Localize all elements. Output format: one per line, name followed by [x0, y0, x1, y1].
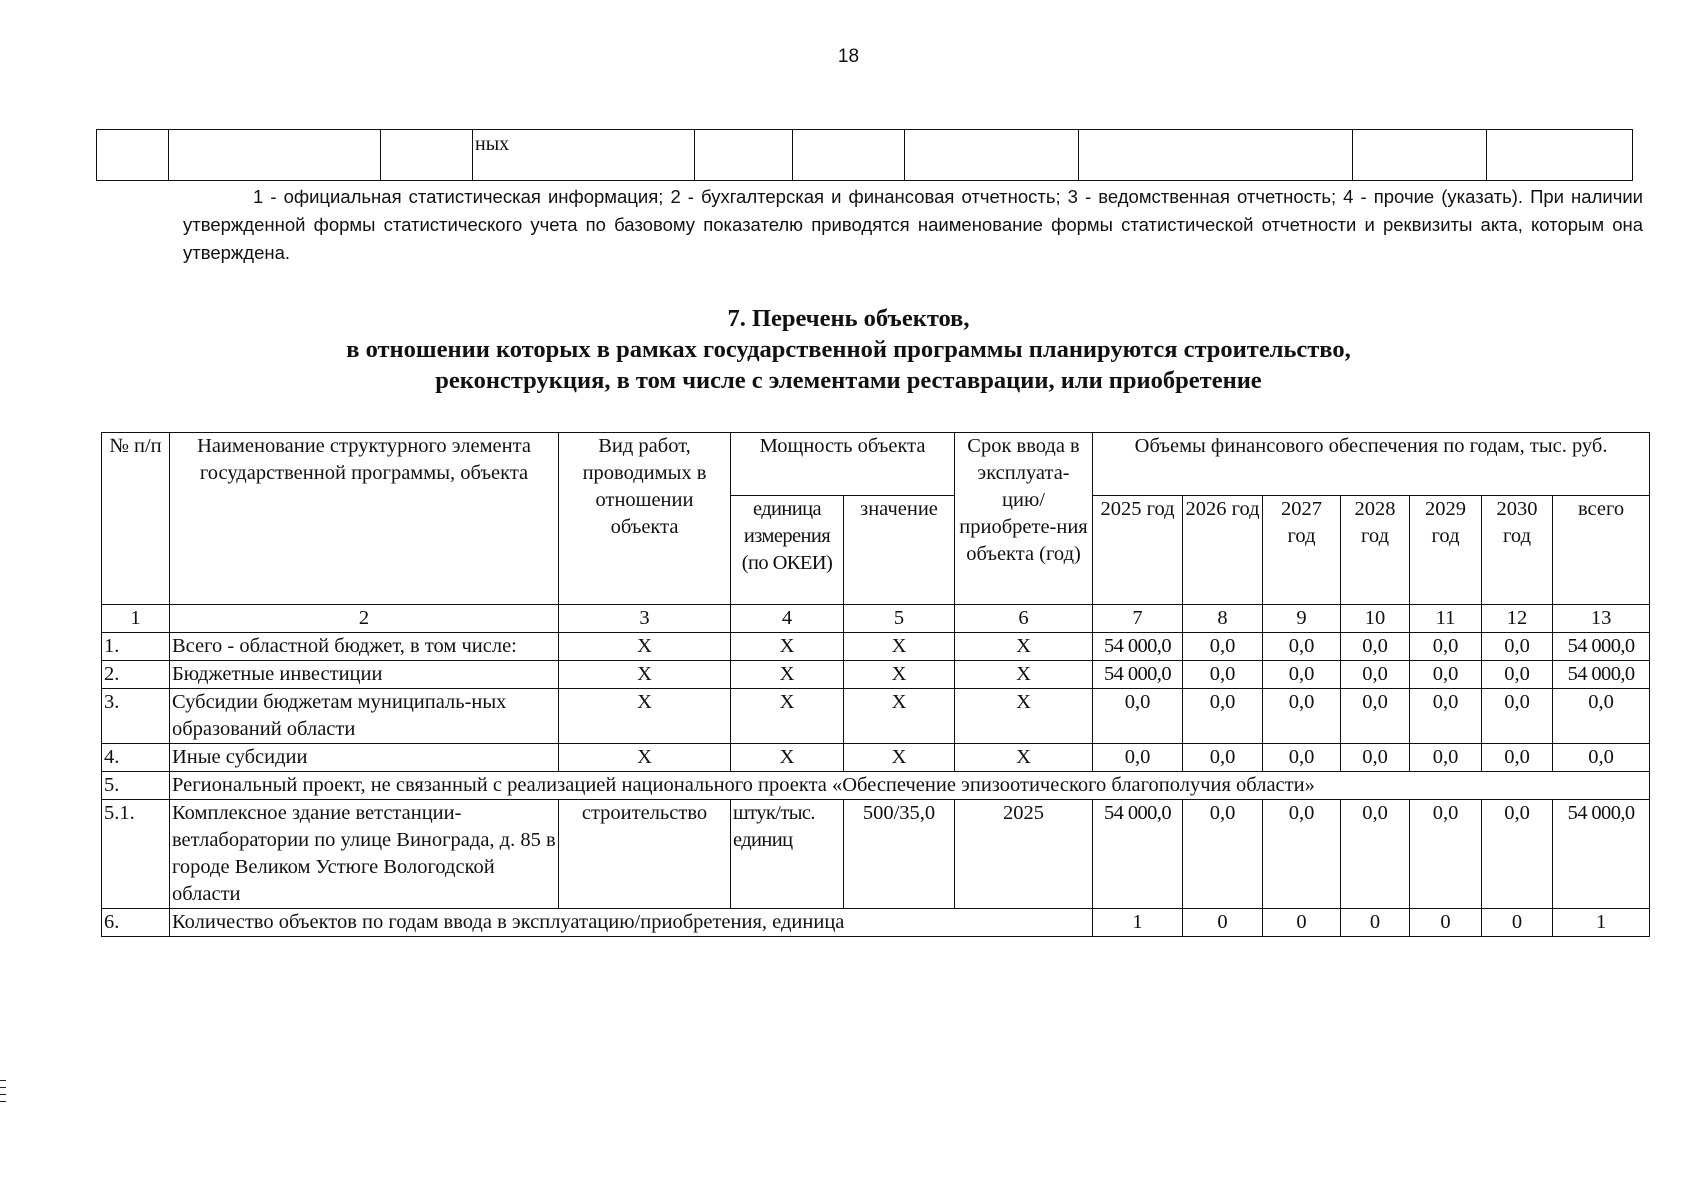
row-name: Иные субсидии: [170, 744, 559, 772]
row-num: 4.: [102, 744, 170, 772]
header-2030: 2030 год: [1482, 496, 1553, 605]
cell-2028: 0,0: [1341, 689, 1410, 744]
header-unit: единица измерения (по ОКЕИ): [731, 496, 844, 605]
cell-2026: 0: [1183, 909, 1263, 937]
table-row: [102, 661, 1650, 689]
col-number: 13: [1553, 605, 1650, 633]
cell-value: Х: [844, 744, 955, 772]
cell-value: Х: [844, 661, 955, 689]
cell-2028: 0,0: [1341, 633, 1410, 661]
col-number: 8: [1183, 605, 1263, 633]
cell-term: 2025: [955, 800, 1093, 909]
cell-2026: 0,0: [1183, 661, 1263, 689]
cell-value: Х: [844, 689, 955, 744]
table-row: [102, 772, 1650, 800]
continued-table-fragment: [96, 129, 1633, 181]
col-number: 7: [1093, 605, 1183, 633]
cell-2028: 0,0: [1341, 800, 1410, 909]
object-name: Комплексное здание ветстанции-ветлаборатории по улице Винограда, д. 85 в городе Великом Устюге Вологодской области: [170, 800, 559, 909]
cell-work-type: Х: [559, 661, 731, 689]
cell-2027: 0,0: [1263, 800, 1341, 909]
table-row: [102, 800, 1650, 909]
fragment-cell-text: ных: [473, 130, 695, 181]
table-row: [102, 909, 1650, 937]
footnote: [183, 183, 1643, 267]
objects-table: [101, 432, 1650, 937]
scan-edge-marks: [0, 1080, 6, 1108]
row-name: Субсидии бюджетам муниципаль-ных образований области: [170, 689, 559, 744]
cell-total: 0,0: [1553, 689, 1650, 744]
header-2028: 2028 год: [1341, 496, 1410, 605]
cell-2025: 54 000,0: [1093, 633, 1183, 661]
cell-2029: 0,0: [1410, 689, 1482, 744]
cell-unit: штук/тыс. единиц: [731, 800, 844, 909]
cell-2025: 0,0: [1093, 689, 1183, 744]
row-num: 3.: [102, 689, 170, 744]
col-number: 2: [170, 605, 559, 633]
cell-2029: 0: [1410, 909, 1482, 937]
cell-2026: 0,0: [1183, 689, 1263, 744]
header-total: всего: [1553, 496, 1650, 605]
cell-total: 1: [1553, 909, 1650, 937]
objects-count-label: Количество объектов по годам ввода в эксплуатацию/приобретения, единица: [170, 909, 1093, 937]
cell-2030: 0: [1482, 909, 1553, 937]
header-2029: 2029 год: [1410, 496, 1482, 605]
row-name: Всего - областной бюджет, в том числе:: [170, 633, 559, 661]
cell-2029: 0,0: [1410, 800, 1482, 909]
title-line-2: в отношении которых в рамках государственной программы планируются строительство,: [346, 336, 1351, 363]
cell-2030: 0,0: [1482, 689, 1553, 744]
title-line-3: реконструкция, в том числе с элементами реставрации, или приобретение: [435, 367, 1262, 394]
cell-2027: 0,0: [1263, 744, 1341, 772]
cell-unit: Х: [731, 689, 844, 744]
col-number: 5: [844, 605, 955, 633]
header-term: Срок ввода в эксплуата-цию/ приобрете-ния объекта (год): [955, 433, 1093, 605]
header-capacity: Мощность объекта: [731, 433, 955, 496]
header-name: Наименование структурного элемента государственной программы, объекта: [170, 433, 559, 605]
cell-2028: 0,0: [1341, 661, 1410, 689]
cell-2025: 54 000,0: [1093, 800, 1183, 909]
header-2027: 2027 год: [1263, 496, 1341, 605]
col-number: 3: [559, 605, 731, 633]
page-number: 18: [837, 46, 860, 67]
cell-2030: 0,0: [1482, 744, 1553, 772]
footnote-text: 1 - официальная статистическая информация; 2 - бухгалтерская и финансовая отчетность; 3 - ведомственная отчетность; 4 - прочие (указать). При наличии утвержденной формы статистического учета по базовому показателю приводятся наименование формы статистической отчетности и реквизиты акта, которым она утверждена.: [183, 186, 1643, 263]
column-number-row: [102, 605, 1650, 633]
cell-2029: 0,0: [1410, 661, 1482, 689]
cell-term: Х: [955, 689, 1093, 744]
cell-total: 0,0: [1553, 744, 1650, 772]
header-finance: Объемы финансового обеспечения по годам, тыс. руб.: [1093, 433, 1650, 496]
cell-2029: 0,0: [1410, 744, 1482, 772]
section-title: [0, 303, 1697, 396]
cell-work-type: строительство: [559, 800, 731, 909]
cell-2025: 54 000,0: [1093, 661, 1183, 689]
cell-2027: 0,0: [1263, 633, 1341, 661]
cell-2028: 0: [1341, 909, 1410, 937]
cell-2027: 0,0: [1263, 689, 1341, 744]
col-number: 4: [731, 605, 844, 633]
cell-total: 54 000,0: [1553, 661, 1650, 689]
row-name: Бюджетные инвестиции: [170, 661, 559, 689]
cell-2027: 0,0: [1263, 661, 1341, 689]
header-num: № п/п: [102, 433, 170, 605]
cell-term: Х: [955, 661, 1093, 689]
table-row: [102, 744, 1650, 772]
cell-2025: 1: [1093, 909, 1183, 937]
row-num: 5.1.: [102, 800, 170, 909]
header-2026: 2026 год: [1183, 496, 1263, 605]
cell-2029: 0,0: [1410, 633, 1482, 661]
col-number: 6: [955, 605, 1093, 633]
table-row: [102, 689, 1650, 744]
cell-2030: 0,0: [1482, 800, 1553, 909]
cell-unit: Х: [731, 633, 844, 661]
row-num: 2.: [102, 661, 170, 689]
cell-2030: 0,0: [1482, 633, 1553, 661]
cell-value: Х: [844, 633, 955, 661]
cell-total: 54 000,0: [1553, 800, 1650, 909]
cell-term: Х: [955, 744, 1093, 772]
col-number: 10: [1341, 605, 1410, 633]
cell-total: 54 000,0: [1553, 633, 1650, 661]
row-num: 5.: [102, 772, 170, 800]
cell-2026: 0,0: [1183, 744, 1263, 772]
cell-work-type: Х: [559, 744, 731, 772]
cell-2030: 0,0: [1482, 661, 1553, 689]
title-line-1: 7. Перечень объектов,: [727, 305, 970, 332]
header-work-type: Вид работ, проводимых в отношении объекта: [559, 433, 731, 605]
cell-work-type: Х: [559, 689, 731, 744]
col-number: 11: [1410, 605, 1482, 633]
cell-2026: 0,0: [1183, 800, 1263, 909]
cell-term: Х: [955, 633, 1093, 661]
cell-unit: Х: [731, 661, 844, 689]
regional-project-name: Региональный проект, не связанный с реализацией национального проекта «Обеспечение эпизоотического благополучия области»: [170, 772, 1650, 800]
cell-2027: 0: [1263, 909, 1341, 937]
table-row: [102, 633, 1650, 661]
cell-unit: Х: [731, 744, 844, 772]
col-number: 1: [102, 605, 170, 633]
cell-work-type: Х: [559, 633, 731, 661]
col-number: 9: [1263, 605, 1341, 633]
cell-2028: 0,0: [1341, 744, 1410, 772]
cell-2026: 0,0: [1183, 633, 1263, 661]
row-num: 1.: [102, 633, 170, 661]
cell-value: 500/35,0: [844, 800, 955, 909]
col-number: 12: [1482, 605, 1553, 633]
header-2025: 2025 год: [1093, 496, 1183, 605]
cell-2025: 0,0: [1093, 744, 1183, 772]
header-value: значение: [844, 496, 955, 605]
row-num: 6.: [102, 909, 170, 937]
